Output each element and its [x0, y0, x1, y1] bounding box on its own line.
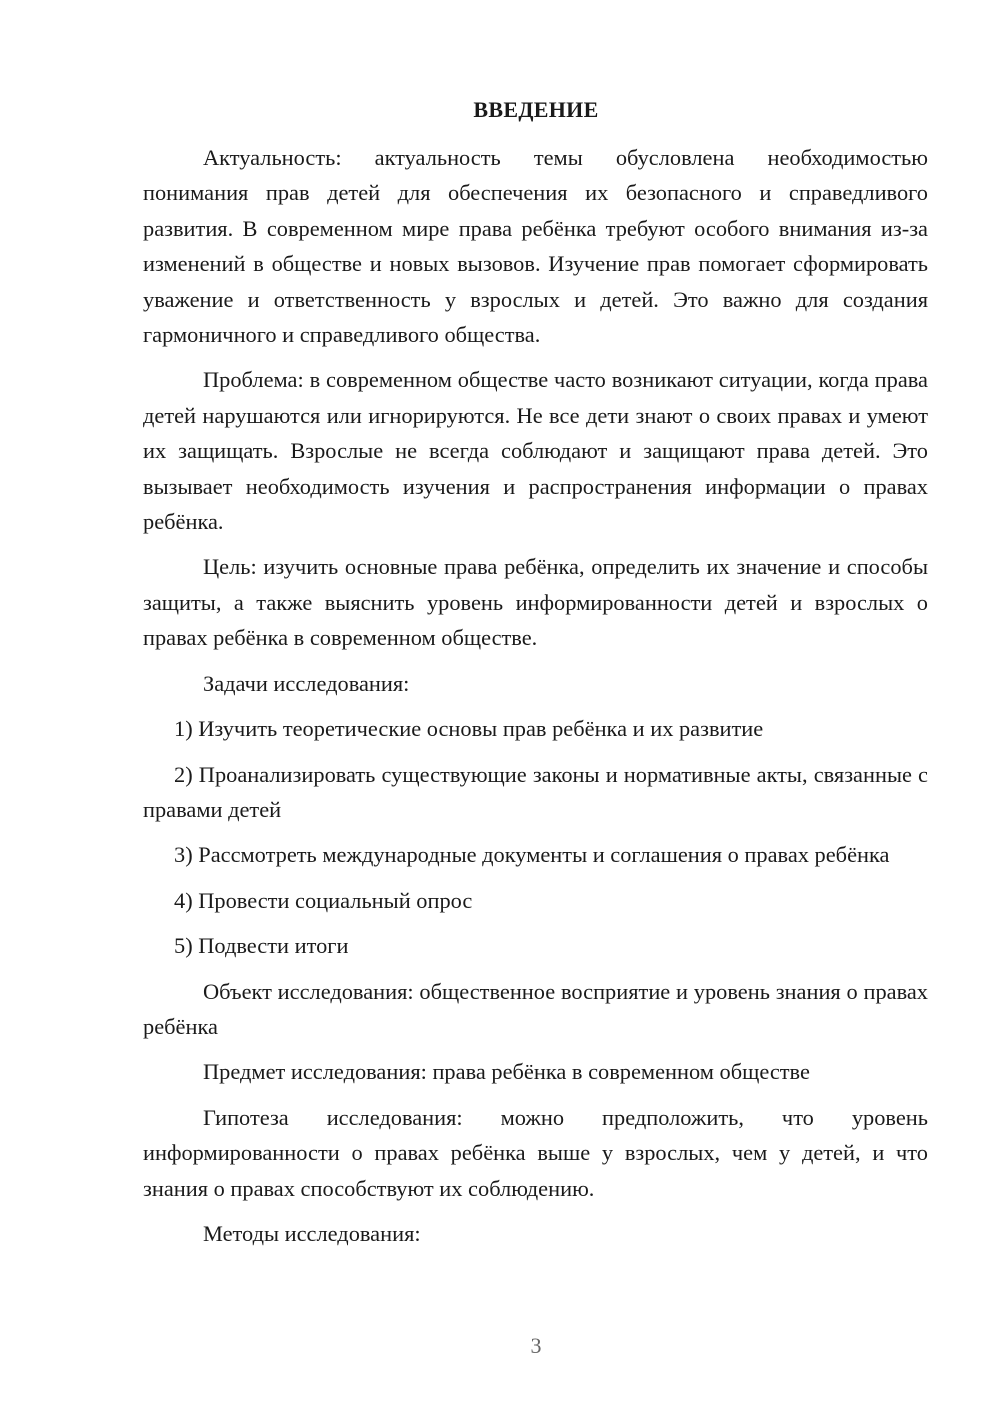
task-item: 4) Провести социальный опрос [174, 887, 473, 913]
page-title: ВВЕДЕНИЕ [473, 97, 599, 122]
task-item: 3) Рассмотреть международные документы и соглашения о правах ребёнка [174, 842, 890, 868]
paragraph-problem: Проблема: в современном обществе часто возникают ситуации, когда права детей нарушаются или игнорируются. Не все дети знают о своих правах и умеют их защищать. Взрослые не всегда соблюдают и защищают права детей. Это вызывает необходимость изучения и распространения информации о правах ребёнка. [143, 367, 928, 535]
paragraph-relevance: Актуальность: актуальность темы обусловлена необходимостью понимания прав детей для обеспечения их безопасного и справедливого развития. В современном мире права ребёнка требуют особого внимания из-за изменений в обществе и новых вызовов. Изучение прав помогает сформировать уважение и ответственность у взрослых и детей. Это важно для создания гармоничного и справедливого общества. [143, 145, 928, 348]
document-body [143, 140, 928, 1261]
paragraph-object: Объект исследования: общественное восприятие и уровень знания о правах ребёнка [143, 978, 928, 1039]
task-item: 5) Подвести итоги [174, 933, 349, 959]
paragraph-subject: Предмет исследования: права ребёнка в современном обществе [203, 1059, 810, 1085]
paragraph-goal: Цель: изучить основные права ребёнка, определить их значение и способы защиты, а также выяснить уровень информированности детей и взрослых о правах ребёнка в современном обществе. [143, 554, 928, 651]
page-number: 3 [530, 1333, 542, 1358]
task-item: 1) Изучить теоретические основы прав ребёнка и их развитие [174, 716, 764, 742]
task-item: 2) Проанализировать существующие законы и нормативные акты, связанные с правами детей [143, 761, 928, 822]
paragraph-hypothesis: Гипотеза исследования: можно предположить, что уровень информированности о правах ребёнка выше у взрослых, чем у детей, и что знания о правах способствуют их соблюдению. [143, 1104, 928, 1201]
paragraph-methods: Методы исследования: [203, 1220, 421, 1246]
paragraph-tasks-heading: Задачи исследования: [203, 670, 410, 696]
